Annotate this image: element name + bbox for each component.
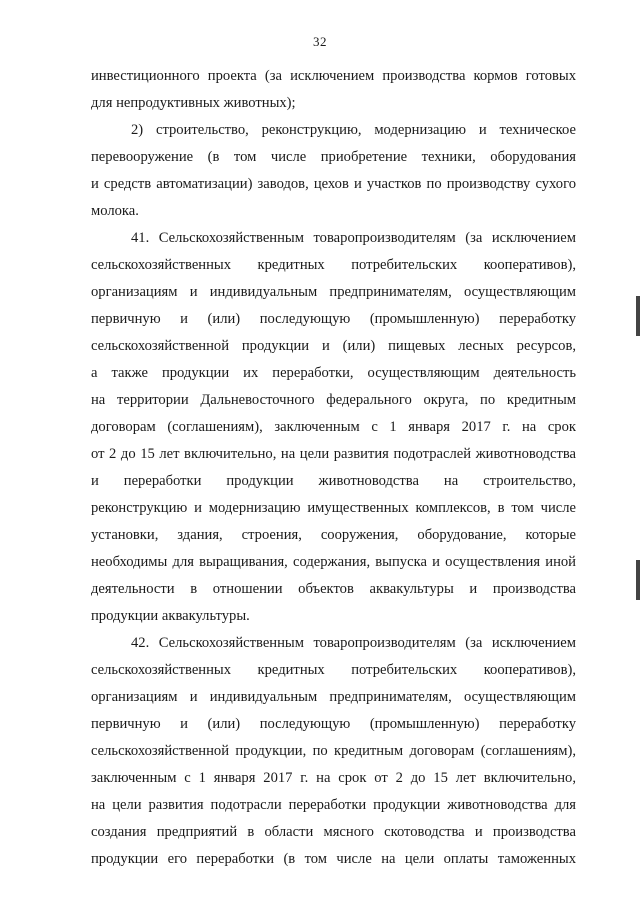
text-line: договорам (соглашениям), заключенным с 1 января 2017 г. на срок (91, 419, 576, 435)
text-line: первичную и (или) последующую (промышленную) переработку (91, 716, 576, 732)
text-line: от 2 до 15 лет включительно, на цели развития подотраслей животноводства (91, 446, 576, 462)
text-line: организациям и индивидуальным предпринимателям, осуществляющим (91, 689, 576, 705)
scan-edge-mark (636, 560, 640, 600)
text-line: инвестиционного проекта (за исключением производства кормов готовых (91, 68, 576, 84)
page-number: 32 (313, 34, 327, 49)
text-line: продукции аквакультуры. (91, 608, 250, 624)
text-line: а также продукции их переработки, осуществляющим деятельность (91, 365, 576, 381)
text-line: деятельности в отношении объектов аквакультуры и производства (91, 581, 576, 597)
text-line: и переработки продукции животноводства на строительство, (91, 473, 576, 489)
text-line: для непродуктивных животных); (91, 95, 296, 111)
text-line: первичную и (или) последующую (промышленную) переработку (91, 311, 576, 327)
paragraph-start-line: 41. Сельскохозяйственным товаропроизводителям (за исключением (131, 230, 576, 246)
paragraph-start-line: 2) строительство, реконструкцию, модернизацию и техническое (131, 122, 576, 138)
text-line: на цели развития подотрасли переработки продукции животноводства для (91, 797, 576, 813)
text-line: установки, здания, строения, сооружения, оборудование, которые (91, 527, 576, 543)
text-line: и средств автоматизации) заводов, цехов и участков по производству сухого (91, 176, 576, 192)
text-line: молока. (91, 203, 139, 219)
scan-edge-mark (636, 296, 640, 336)
text-line: создания предприятий в области мясного скотоводства и производства (91, 824, 576, 840)
text-line: сельскохозяйственных кредитных потребительских кооперативов), (91, 257, 576, 273)
text-line: продукции его переработки (в том числе на цели оплаты таможенных (91, 851, 576, 867)
text-line: перевооружение (в том числе приобретение техники, оборудования (91, 149, 576, 165)
text-line: организациям и индивидуальным предпринимателям, осуществляющим (91, 284, 576, 300)
text-line: необходимы для выращивания, содержания, выпуска и осуществления иной (91, 554, 576, 570)
text-line: сельскохозяйственной продукции и (или) пищевых лесных ресурсов, (91, 338, 576, 354)
text-line: заключенным с 1 января 2017 г. на срок от 2 до 15 лет включительно, (91, 770, 576, 786)
text-line: реконструкцию и модернизацию имущественных комплексов, в том числе (91, 500, 576, 516)
text-line: сельскохозяйственной продукции, по кредитным договорам (соглашениям), (91, 743, 576, 759)
paragraph-start-line: 42. Сельскохозяйственным товаропроизводителям (за исключением (131, 635, 576, 651)
text-line: на территории Дальневосточного федерального округа, по кредитным (91, 392, 576, 408)
text-line: сельскохозяйственных кредитных потребительских кооперативов), (91, 662, 576, 678)
